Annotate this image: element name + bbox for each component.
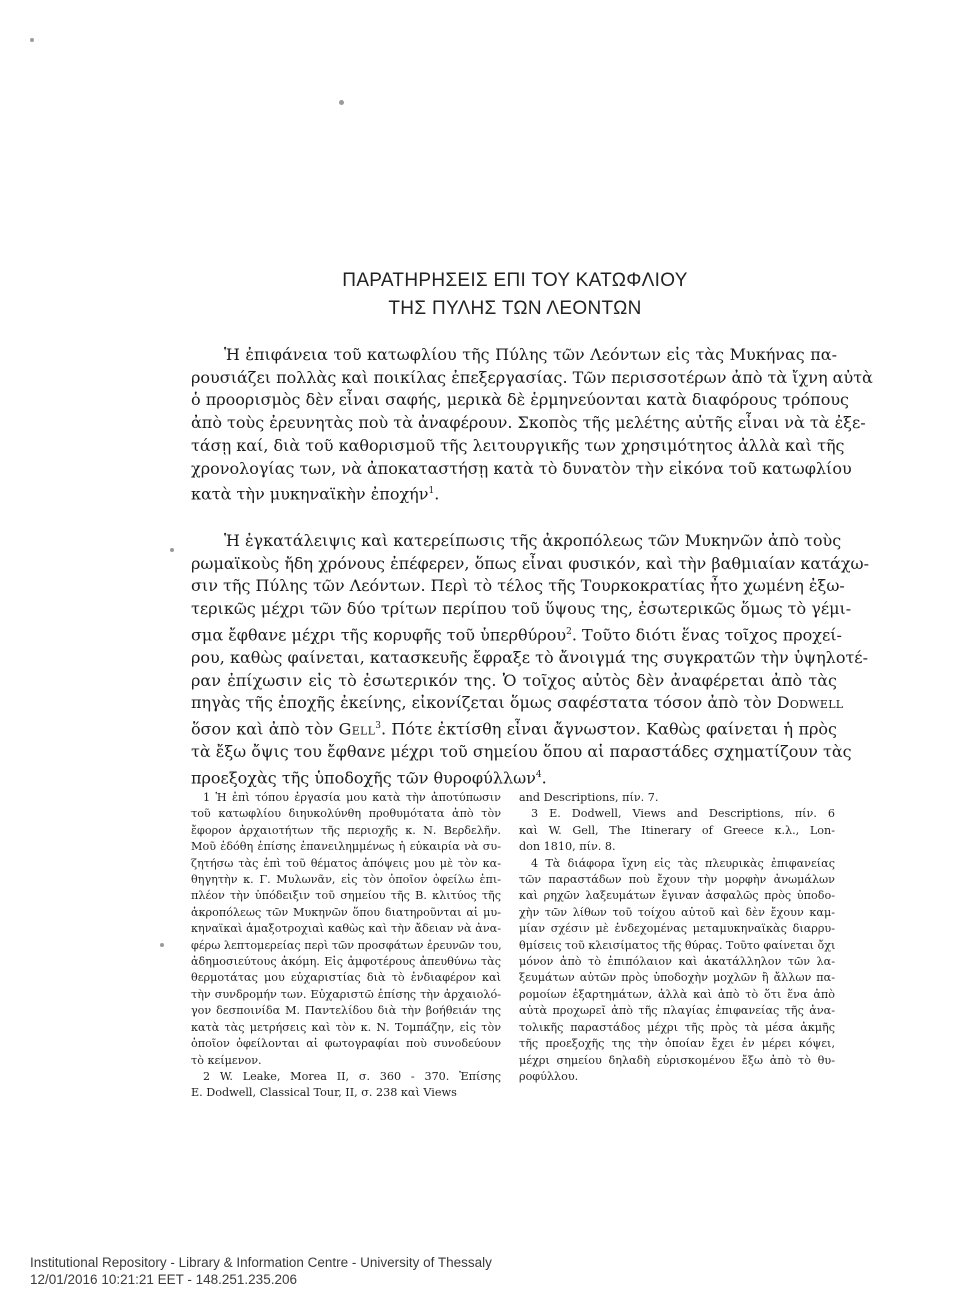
- footnote-line: ἀδημοσιεύτους ἀκόμη. Εἰς ἀμφοτέρους ἀπευθύνω τὰς: [191, 955, 501, 969]
- footnote-line: μόνον ἀπὸ τὸ ἐπιπόλαιον καὶ ἀκατάλληλον τῶν λα-: [519, 955, 835, 969]
- text-line: ὅσον καὶ ἀπὸ τὸν Gell$^3$. Πότε ἐκτίσθη εἶναι ἄγνωστον. Καθὼς φαίνεται ἡ πρὸς: [191, 719, 837, 739]
- scan-speck: [339, 100, 344, 105]
- text-line: τὰ ἔξω ὄψις του ἔφθανε μέχρι τοῦ σημείου ὅπου αἱ παραστάδες σχηματίζουν τὰς: [191, 741, 852, 761]
- text-line: ὁ προορισμὸς δὲν εἶναι σαφής, μερικὰ δὲ ἑρμηνεύονται κατὰ διαφόρους τρόπους: [191, 390, 850, 410]
- footnote-line: 4 Τὰ διάφορα ἴχνη εἰς τὰς πλευρικὰς ἐπιφανείας: [531, 856, 835, 870]
- footnote-line: don 1810, πίν. 8.: [519, 840, 616, 854]
- footnote-line: 1 Ἡ ἐπὶ τόπου ἐργασία μου κατὰ τὴν ἀποτύπωσιν: [203, 791, 501, 804]
- title-line-2: ΤΗΣ ΠΥΛΗΣ ΤΩΝ ΛΕΟΝΤΩΝ: [388, 298, 642, 319]
- footnote-line: τὸ κείμενον.: [191, 1053, 262, 1067]
- text-line: ἀπὸ τοὺς ἐρευνητὰς ποὺ τὰ ἀναφέρουν. Σκοπὸς τῆς μελέτης αὐτῆς εἶναι νὰ τὰ ἐξε-: [191, 413, 866, 433]
- footnote-line: μέχρι σημείου δηλαδὴ εὑρισκομένου ἔξω ἀπὸ τὸ θυ-: [519, 1053, 835, 1067]
- text-line: ρουσιάζει πολλὰς καὶ ποικίλας ἐπεξεργασίας. Τῶν περισσοτέρων ἀπὸ τὰ ἴχνη αὐτὰ: [191, 367, 873, 387]
- footnote-line: θμίσεις τοῦ κλεισίματος τῆς θύρας. Τοῦτο φαίνεται ὄχι: [519, 938, 836, 952]
- footnote-line: καὶ ρηχῶν λαξευμάτων ἔγιναν ἀσφαλῶς πρὸς ὑποδο-: [519, 889, 835, 903]
- text-line: τερικῶς μέχρι τῶν δύο τρίτων περίπου τοῦ ὕψους της, ἐσωτερικῶς ὅμως τὸ γέμι-: [191, 599, 852, 619]
- footnote-line: ὁποῖον ὀφείλονται αἱ φωτογραφίαι ποὺ συνοδεύουν: [191, 1037, 501, 1051]
- text-line: σμα ἔφθανε μέχρι τῆς κορυφῆς τοῦ ὑπερθύρου$^2$. Τοῦτο διότι ἕνας τοῖχος προχεί-: [191, 625, 842, 645]
- footnote-line: E. Dodwell, Classical Tour, II, σ. 238 καὶ Views: [191, 1086, 457, 1100]
- scan-speck: [160, 943, 164, 947]
- text-line: ρου, καθὼς φαίνεται, κατασκευῆς ἔφραξε τὸ ἄνοιγμά της συγκρατῶν τὴν ὑψηλοτέ-: [191, 647, 868, 667]
- footnote-ref: 2: [566, 626, 572, 637]
- footnote-line: γον δεσποινίδα Μ. Παντελίδου διὰ τὴν βοήθειάν της: [191, 1004, 501, 1018]
- text-line: Ἡ ἐγκατάλειψις καὶ κατερείπωσις τῆς ἀκροπόλεως τῶν Μυκηνῶν ἀπὸ τοὺς: [224, 531, 842, 550]
- footnote-line: 3 E. Dodwell, Views and Descriptions, πίν. 6: [531, 807, 835, 821]
- footnote-line: μίαν σχέσιν μὲ ἐνδεχομένας μεταμυκηναϊκὰς διαρρυ-: [519, 922, 835, 936]
- footnote-line: ρομοίων ἐξαρτημάτων, ἀλλὰ καὶ ἀπὸ τὸ ὅτι ἕνα ἀπὸ: [519, 987, 835, 1001]
- footnote-ref: 4: [535, 769, 542, 780]
- footnote-line: πλέον τὴν ὑπόδειξιν τοῦ σημείου τῆς Β. κλιτύος τῆς: [191, 889, 501, 903]
- text-line: ραν ἐπίχωσιν εἰς τὸ ἐσωτερικόν της. Ὁ τοῖχος αὐτὸς δὲν ἀναφέρεται ἀπὸ τὰς: [191, 670, 837, 690]
- footnote-line: ζητήσω τὰς ἐπὶ τοῦ θέματος ἀπόψεις μου μὲ τὸν κα-: [191, 856, 501, 870]
- footnote-line: τῆς προεξοχῆς της τὴν ὁποίαν ἔχει ἐν μέρει κόψει,: [519, 1037, 835, 1051]
- footnote-line: and Descriptions, πίν. 7.: [519, 791, 659, 804]
- text-line: τάσῃ καί, διὰ τοῦ καθορισμοῦ τῆς λειτουργικῆς των χρησιμότητος ἀλλὰ καὶ τῆς: [191, 435, 845, 455]
- page-title: [190, 270, 840, 320]
- footnote-line: τὴν συνδρομήν των. Εὐχαριστῶ ἐπίσης τὴν ἀρχαιολό-: [191, 987, 501, 1001]
- footnote-line: κατὰ τὰς μετρήσεις καὶ τὸν κ. Ν. Τομπάζην, εἰς τὸν: [191, 1020, 501, 1034]
- text-line: σιν τῆς Πύλης τῶν Λεόντων. Περὶ τὸ τέλος τῆς Τουρκοκρατίας ἦτο χωμένη ἐξω-: [191, 576, 845, 596]
- footnote-line: θηγητὴν κ. Γ. Μυλωνᾶν, εἰς τὸν ὁποῖον ὀφείλω ἐπι-: [191, 873, 501, 887]
- footnote-line: ροφύλλου.: [519, 1069, 579, 1083]
- footnote-line: φέρω λεπτομερείας περὶ τῶν προσφάτων ἐρευνῶν του,: [191, 938, 502, 952]
- footnote-line: καὶ W. Gell, The Itinerary of Greece κ.λ., Lon-: [519, 823, 835, 837]
- footer-line-2: 12/01/2016 10:21:21 EET - 148.251.235.206: [30, 1272, 297, 1287]
- text-line: πηγὰς τῆς ἐποχῆς ἐκείνης, εἰκονίζεται ὅμως σαφέστατα τόσον ἀπὸ τὸν Dodwell: [191, 693, 844, 713]
- text-line: ρωμαϊκοὺς ἤδη χρόνους ἐπέφερεν, ὅπως εἶναι φυσικόν, καὶ τὴν βαθμιαίαν κατάχω-: [191, 553, 869, 573]
- text-line: προεξοχὰς τῆς ὑποδοχῆς τῶν θυροφύλλων$^4$.: [191, 768, 547, 788]
- footnotes-left: [191, 790, 501, 1102]
- footnote-line: χὴν τῶν λίθων τοῦ τοίχου αὐτοῦ καὶ δὲν ἔχουν καμ-: [519, 905, 835, 919]
- text-line: κατὰ τὴν μυκηναϊκὴν ἐποχήν$^1$.: [191, 484, 440, 504]
- footnote-ref: 1: [428, 486, 435, 497]
- paragraph-2: [191, 530, 869, 790]
- title-line-1: ΠΑΡΑΤΗΡΗΣΕΙΣ ΕΠΙ ΤΟΥ ΚΑΤΩΦΛΙΟΥ: [342, 270, 688, 291]
- footer-line-1: Institutional Repository - Library & Information Centre - University of Thessaly: [30, 1255, 492, 1270]
- footnote-line: Μοῦ ἐδόθη ἐπίσης ἐπανειλημμένως ἡ εὐκαιρία νὰ συ-: [191, 840, 501, 854]
- footnote-ref: 3: [375, 720, 381, 731]
- footnote-line: τολικῆς παραστάδος μέχρι τῆς πρὸς τὰ μέσα ἀκμῆς: [519, 1020, 835, 1034]
- scan-speck: [30, 38, 34, 42]
- text-line: χρονολογίας των, νὰ ἀποκαταστήσῃ κατὰ τὸ δυνατὸν τὴν εἰκόνα τοῦ κατωφλίου: [191, 458, 852, 478]
- footnote-line: ἀκροπόλεως τῶν Μυκηνῶν ὅπου διατηροῦνται αἱ μυ-: [191, 905, 501, 919]
- footnote-line: ξευμάτων αὐτῶν πρὸς ὑποδοχὴν μοχλῶν ἢ ἄλλων πα-: [519, 971, 835, 985]
- scan-speck: [170, 548, 174, 552]
- footnote-line: τῶν παραστάδων ποὺ ἔχουν τὴν μορφὴν ἀνωμάλων: [519, 873, 835, 887]
- footnote-line: 2 W. Leake, Morea II, σ. 360 - 370. Ἐπίσης: [203, 1069, 501, 1083]
- footnote-line: ἔφορον ἀρχαιοτήτων τῆς περιοχῆς κ. Ν. Βερδελῆν.: [191, 823, 501, 837]
- footnotes-right: [519, 790, 835, 1085]
- footnote-line: τοῦ κατωφλίου διηυκολύνθη προθυμότατα ἀπὸ τὸν: [191, 807, 501, 821]
- repository-footer: [30, 1254, 492, 1288]
- text-line: Ἡ ἐπιφάνεια τοῦ κατωφλίου τῆς Πύλης τῶν Λεόντων εἰς τὰς Μυκήνας πα-: [224, 345, 837, 364]
- footnote-line: θερμοτάτας μου εὐχαριστίας διὰ τὸ ἐνδιαφέρον καὶ: [191, 971, 501, 985]
- footnote-line: κηναϊκαὶ ἁμαξοτροχιαὶ καθὼς καὶ τὴν ἄδειαν νὰ ἀνα-: [191, 922, 501, 936]
- paragraph-1: [191, 344, 873, 506]
- footnote-line: αὐτὰ προχωρεῖ ἀπὸ τῆς πλαγίας ἐπιφανείας τῆς ἀνα-: [519, 1004, 835, 1018]
